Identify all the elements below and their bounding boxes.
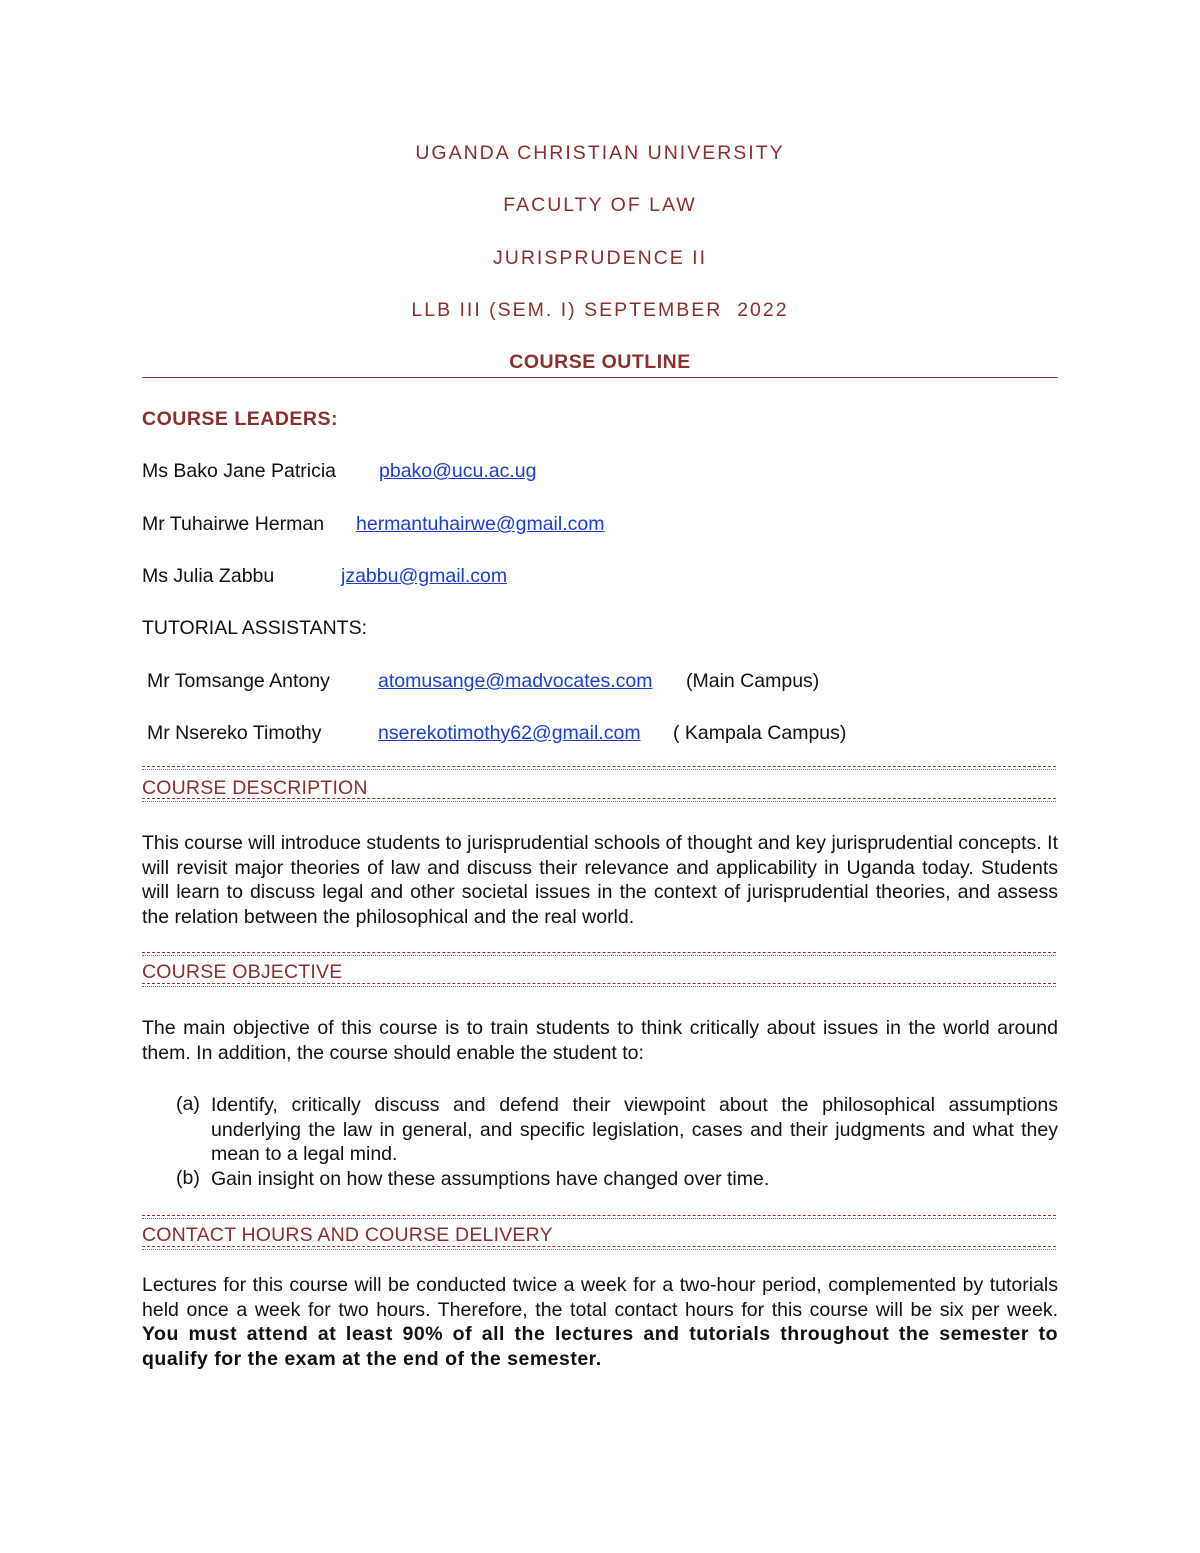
course-description-heading: COURSE DESCRIPTION bbox=[142, 777, 368, 799]
assistant-name: Mr Tomsange Antony bbox=[147, 670, 330, 692]
course-leaders-heading: COURSE LEADERS: bbox=[142, 408, 339, 430]
attendance-requirement: You must attend at least 90% of all the lectures and tutorials throughout the semester to qualify for the exam at the end of the semester. bbox=[142, 1323, 1058, 1370]
objective-item: Gain insight on how these assumptions have changed over time. bbox=[211, 1168, 770, 1190]
contact-hours-heading: CONTACT HOURS AND COURSE DELIVERY bbox=[142, 1224, 553, 1246]
document-title: COURSE OUTLINE bbox=[509, 351, 691, 373]
contact-hours-text bbox=[142, 1273, 1058, 1371]
list-marker: (a) bbox=[176, 1093, 200, 1115]
course-objective-text: The main objective of this course is to train students to think critically about issues in the world around them. In addition, the course should enable the student to: bbox=[142, 1017, 1058, 1064]
course-term: LLB III (SEM. I) SEPTEMBER 2022 bbox=[411, 299, 789, 321]
course-name: JURISPRUDENCE II bbox=[492, 247, 708, 269]
delivery-text: Lectures for this course will be conducted twice a week for a two-hour period, complemented by tutorials held once a week for two hours. Therefore, the total contact hours for this course will be six per week. bbox=[142, 1274, 1058, 1321]
assistant-email-link[interactable]: atomusange@madvocates.com bbox=[378, 670, 653, 692]
leader-email-link[interactable]: pbako@ucu.ac.ug bbox=[379, 460, 537, 482]
list-marker: (b) bbox=[176, 1167, 200, 1189]
university-name: UGANDA CHRISTIAN UNIVERSITY bbox=[415, 142, 785, 164]
course-description-text: This course will introduce students to jurisprudential schools of thought and key jurisprudential concepts. It will revisit major theories of law and discuss their relevance and applicability in Uganda today. Students will learn to discuss legal and other societal issues in the context of jurisprudential theories, and assess the relation between the philosophical and the real world. bbox=[142, 832, 1058, 928]
assistant-name: Mr Nsereko Timothy bbox=[147, 722, 322, 744]
assistant-campus: (Main Campus) bbox=[686, 670, 820, 692]
leader-email-link[interactable]: hermantuhairwe@gmail.com bbox=[356, 513, 605, 535]
leader-name: Ms Bako Jane Patricia bbox=[142, 460, 337, 482]
faculty-name: FACULTY OF LAW bbox=[503, 194, 697, 216]
tutorial-assistants-heading: TUTORIAL ASSISTANTS: bbox=[142, 617, 368, 639]
assistant-email-link[interactable]: nserekotimothy62@gmail.com bbox=[378, 722, 641, 744]
leader-email-link[interactable]: jzabbu@gmail.com bbox=[341, 565, 508, 587]
objective-item: Identify, critically discuss and defend their viewpoint about the philosophical assumptions underlying the law in general, and specific legislation, cases and their judgments and what they mean to a legal mind. bbox=[211, 1094, 1058, 1165]
title-divider bbox=[142, 377, 1058, 378]
course-objective-heading: COURSE OBJECTIVE bbox=[142, 961, 343, 983]
assistant-campus: ( Kampala Campus) bbox=[673, 722, 847, 744]
leader-name: Ms Julia Zabbu bbox=[142, 565, 275, 587]
leader-name: Mr Tuhairwe Herman bbox=[142, 513, 325, 535]
